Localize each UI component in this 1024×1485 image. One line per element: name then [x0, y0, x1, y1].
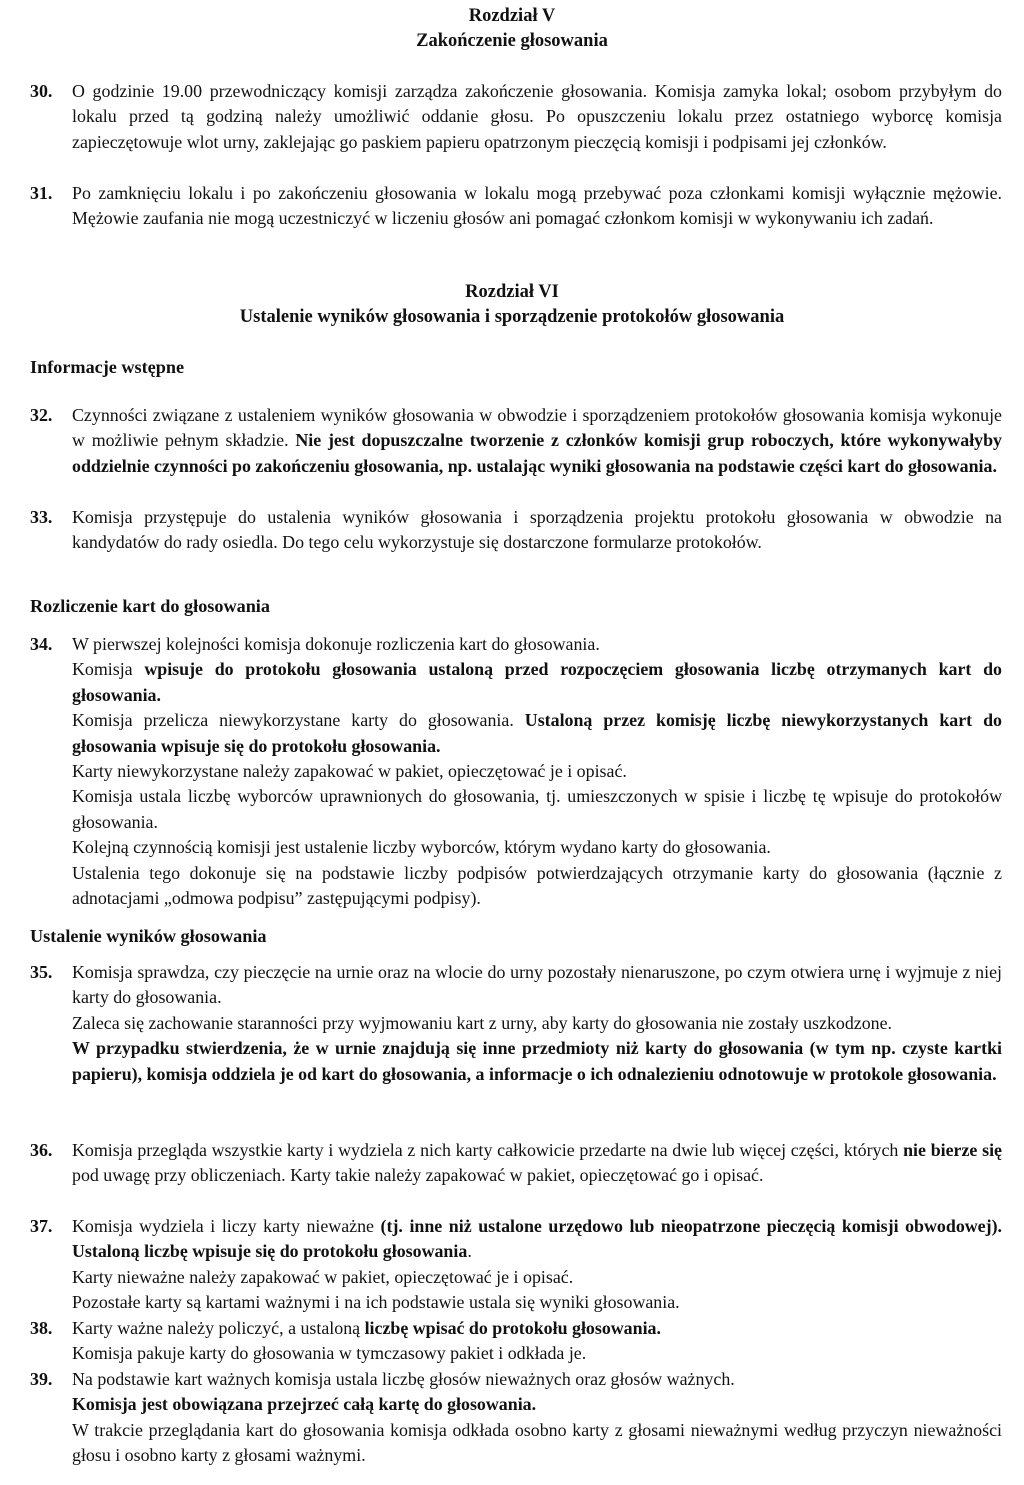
item-text: O godzinie 19.00 przewodniczący komisji zarządza zakończenie głosowania. Komisja zamyka lokal; osobom przybyłym do lokalu przed tą godziną należy umożliwić oddanie głosu. Po opuszczeniu lokalu przez ostatniego wyborcę komisja zapieczętowuje wlot urny, zaklejając go paskiem papieru opatrzonym pieczęcią komisji i podpisami jej członków. — [72, 81, 1002, 152]
item-text: Karty niewykorzystane należy zapakować w pakiet, opieczętować je i opisać. — [72, 761, 627, 782]
item-text — [72, 1138, 1002, 1189]
item-39 — [30, 1367, 1002, 1469]
text-run: Karty ważne należy policzyć, a ustaloną — [72, 1318, 365, 1338]
text-run: Komisja wydziela i liczy karty nieważne — [72, 1216, 381, 1236]
item-31 — [30, 181, 1002, 232]
item-text: Komisja sprawdza, czy pieczęcie na urnie oraz na wlocie do urny pozostały nienaruszone, po czym otwiera urnę i wyjmuje z niej karty do głosowania. — [72, 962, 1002, 1008]
item-number: 32. — [30, 405, 53, 425]
item-text — [72, 1036, 1002, 1087]
item-34 — [30, 632, 1002, 911]
bold-text-run: Ustaloną przez komisję liczbę niewykorzystanych kart do głosowania wpisuje się do protokołu głosowania. — [72, 710, 1002, 756]
item-text: Na podstawie kart ważnych komisja ustala liczbę głosów nieważnych oraz głosów ważnych. — [72, 1369, 735, 1389]
item-text: Ustalenia tego dokonuje się na podstawie liczby podpisów potwierdzających otrzymanie karty do głosowania (łącznie z adnotacjami „odmowa podpisu” zastępującymi podpisy). — [72, 862, 1002, 909]
text-run: pod uwagę przy obliczeniach. Karty takie należy zapakować w pakiet, opieczętować go i opisać. — [72, 1165, 764, 1186]
text-run: Komisja przegląda wszystkie karty i wydziela z nich karty całkowicie przedarte na dwie lub więcej części, których — [72, 1140, 904, 1160]
bold-text-run: (tj. inne niż ustalone urzędowo lub nieopatrzone pieczęcią komisji obwodowej). Ustaloną liczbę wpisuje się do protokołu głosowania — [72, 1216, 1003, 1262]
item-33 — [30, 505, 1002, 556]
item-text: W pierwszej kolejności komisja dokonuje rozliczenia kart do głosowania. — [72, 634, 600, 654]
item-text: Kolejną czynnością komisji jest ustalenie liczby wyborców, którym wydano karty do głosowania. — [72, 837, 771, 858]
bold-text-run: nie bierze się — [903, 1140, 1002, 1160]
section-heading-informacje: Informacje wstępne — [30, 357, 185, 377]
item-text — [72, 1316, 1002, 1341]
chapter-6-subtitle: Ustalenie wyników głosowania i sporządzenie protokołów głosowania — [239, 307, 785, 327]
item-number: 39. — [30, 1369, 53, 1389]
item-35 — [30, 960, 1002, 1087]
bold-text-run: liczbę wpisać do protokołu głosowania. — [364, 1318, 661, 1338]
item-text — [72, 708, 1002, 759]
bold-text-run: wpisuje do protokołu głosowania ustaloną przed rozpoczęciem głosowania liczbę otrzymanych kart do głosowania. — [72, 659, 1002, 705]
chapter-5-title: Rozdział V — [468, 6, 556, 26]
item-text — [72, 1214, 1002, 1265]
item-number: 38. — [30, 1318, 53, 1338]
text-run: . — [467, 1241, 472, 1262]
item-text: Komisja przystępuje do ustalenia wyników głosowania i sporządzenia projektu protokołu głosowania w obwodzie na kandydatów do rady osiedla. Do tego celu wykorzystuje się dostarczone formularze protokołów. — [72, 507, 1002, 553]
item-number: 35. — [30, 962, 53, 982]
item-38 — [30, 1316, 1002, 1367]
section-heading-ustalenie: Ustalenie wyników głosowania — [30, 926, 267, 946]
item-text: Komisja pakuje karty do głosowania w tymczasowy pakiet i odkłada je. — [72, 1343, 587, 1364]
item-number: 33. — [30, 507, 53, 527]
item-text — [72, 1392, 1002, 1417]
item-number: 31. — [30, 183, 53, 203]
bold-text-run: Komisja jest obowiązana przejrzeć całą kartę do głosowania. — [72, 1394, 537, 1415]
item-text: W trakcie przeglądania kart do głosowania komisja odkłada osobno karty z głosami nieważnymi według przyczyn nieważności głosu i osobno karty z głosami ważnymi. — [72, 1419, 1002, 1466]
text-run: Komisja — [72, 659, 145, 680]
item-37 — [30, 1214, 1002, 1316]
item-text — [72, 403, 1002, 479]
item-36 — [30, 1138, 1002, 1189]
item-text: Zaleca się zachowanie staranności przy wyjmowaniu kart z urny, aby karty do głosowania nie zostały uszkodzone. — [72, 1012, 893, 1033]
bold-text-run: W przypadku stwierdzenia, że w urnie znajdują się inne przedmioty niż karty do głosowania (w tym np. czyste kartki papieru), komisja oddziela je od kart do głosowania, a informacje o ich odnalezieniu odnotowuje w protokole głosowania. — [72, 1038, 1002, 1084]
item-text: Karty nieważne należy zapakować w pakiet, opieczętować je i opisać. — [72, 1266, 574, 1287]
text-run: Czynności związane z ustaleniem wyników głosowania w obwodzie i sporządzeniem protokołów głosowania komisja wykonuje w możliwie pełnym składzie. — [72, 405, 1002, 451]
item-text: Po zamknięciu lokalu i po zakończeniu głosowania w lokalu mogą przebywać poza członkami komisji wyłącznie mężowie. Mężowie zaufania nie mogą uczestniczyć w liczeniu głosów ani pomagać członkom komisji w wykonywaniu ich zadań. — [72, 183, 1002, 229]
item-text — [72, 657, 1002, 708]
item-number: 37. — [30, 1216, 53, 1236]
item-number: 36. — [30, 1140, 53, 1160]
section-heading-rozliczenie: Rozliczenie kart do głosowania — [30, 596, 270, 616]
chapter-6-title: Rozdział VI — [465, 282, 559, 302]
item-32 — [30, 403, 1002, 479]
item-text: Komisja ustala liczbę wyborców uprawnionych do głosowania, tj. umieszczonych w spisie i liczbę tę wpisuje do protokołów głosowania. — [72, 786, 1002, 832]
bold-text-run: Nie jest dopuszczalne tworzenie z członków komisji grup roboczych, które wykonywałyby oddzielnie czynności po zakończeniu głosowania, np. ustalając wyniki głosowania na podstawie części kart do głosowania. — [72, 430, 1003, 476]
text-run: Komisja przelicza niewykorzystane karty do głosowania. — [72, 710, 525, 731]
item-number: 34. — [30, 634, 53, 654]
item-number: 30. — [30, 81, 53, 101]
item-text: Pozostałe karty są kartami ważnymi i na ich podstawie ustala się wyniki głosowania. — [72, 1292, 680, 1313]
chapter-5-subtitle: Zakończenie głosowania — [416, 31, 608, 51]
item-30 — [30, 79, 1002, 155]
